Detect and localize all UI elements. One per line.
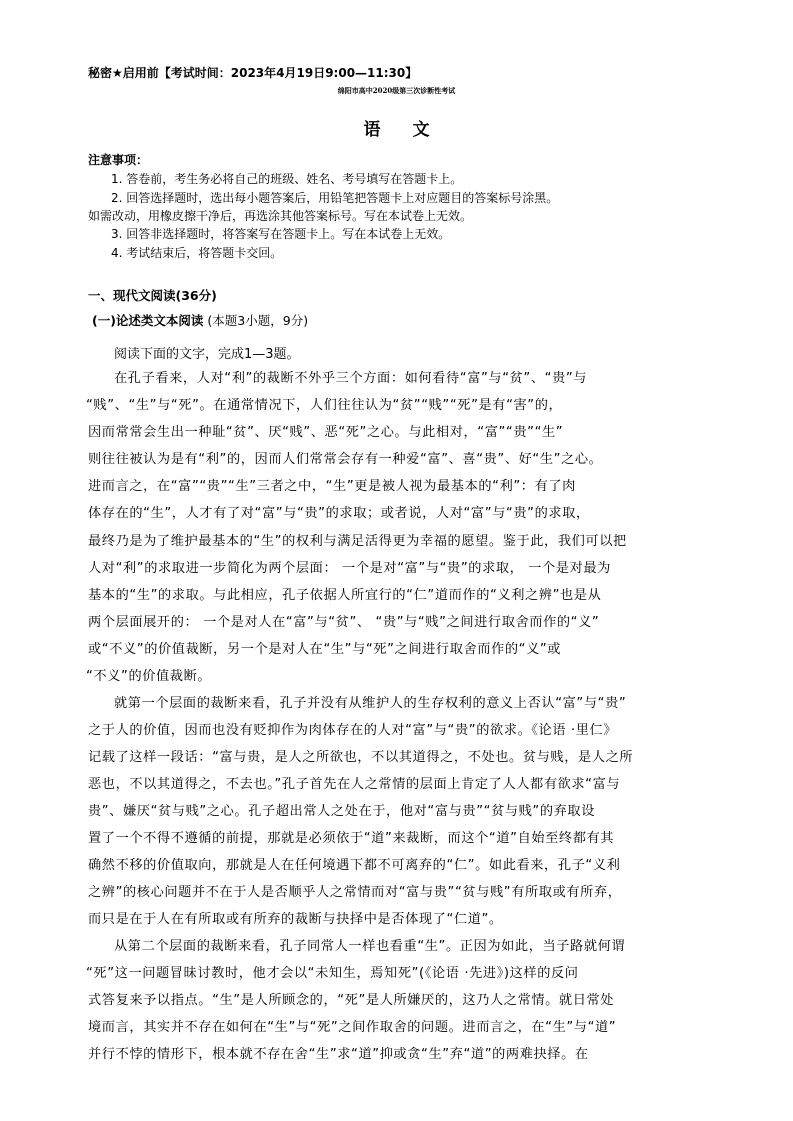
body-line: 在孔子看来，人对“利”的裁断不外乎三个方面：如何看待“富”与“贫”、“贵”与 <box>114 371 588 386</box>
body-line: 基本的“生”的求取。与此相应，孔子依据人所宜行的“仁”道而作的“义利之辨”也是从 <box>88 588 602 603</box>
notice-line-2: 2. 回答选择题时，选出每小题答案后，用铅笔把答题卡上对应题目的答案标号涂黑。 <box>111 191 559 205</box>
exam-title: 绵阳市高中2020级第三次诊断性考试 <box>337 86 456 95</box>
body-line: 人对“利”的求取进一步简化为两个层面： 一个是对“富”与“贵”的求取， 一个是对最为 <box>88 561 611 576</box>
body-line: “不义”的价值裁断。 <box>86 669 212 684</box>
body-line: 之于人的价值，因而也没有贬抑作为肉体存在的人对“富”与“贵”的欲求。《论语 ·里仁》 <box>88 723 618 738</box>
confidential-notice: 秘密★启用前【考试时间：2023年4月19日9:00—11:30】 <box>88 66 418 80</box>
body-line: 之辨”的核心问题并不在于人是否顺乎人之常情而对“富与贵”“贫与贱”有所取或有所弃， <box>88 885 622 900</box>
subsection-note: (本题3小题，9分) <box>207 313 309 328</box>
body-line: 最终乃是为了维护最基本的“生”的权利与满足活得更为幸福的愿望。鉴于此，我们可以把 <box>88 534 627 549</box>
section-heading: 一、现代文阅读(36分) <box>88 288 217 303</box>
body-line: 就第一个层面的裁断来看，孔子并没有从维护人的生存权利的意义上否认“富”与“贵” <box>114 696 627 711</box>
body-line: 因而常常会生出一种耻“贫”、厌“贱”、恶“死”之心。与此相对，“富”“贵”“生” <box>88 425 564 440</box>
body-line: 置了一个不得不遵循的前提，那就是必须依于“道”来裁断，而这个“道”自始至终都有其 <box>88 831 615 846</box>
body-line: 从第二个层面的裁断来看，孔子同常人一样也看重“生”。正因为如此，当子路就何谓 <box>114 939 626 954</box>
notice-line-5: 4. 考试结束后，将答题卡交回。 <box>111 246 283 260</box>
body-line: 恶也，不以其道得之，不去也。”孔子首先在人之常情的层面上肯定了人人都有欲求“富与 <box>88 777 621 792</box>
notice-line-4: 3. 回答非选择题时，将答案写在答题卡上。写在本试卷上无效。 <box>111 227 451 241</box>
body-line: 体存在的“生”，人才有了对“富”与“贵”的求取；或者说，人对“富”与“贵”的求取， <box>88 506 590 521</box>
body-line: “死”这一问题冒昧讨教时，他才会以“未知生，焉知死”(《论语 ·先进》)这样的反问 <box>86 966 579 981</box>
body-line: 并行不悖的情形下，根本就不存在舍“生”求“道”抑或贪“生”弃“道”的两难抉择。在 <box>88 1047 589 1062</box>
body-line: 则往往被认为是有“利”的，因而人们常常会存有一种爱“富”、喜“贵”、好“生”之心。 <box>88 452 603 467</box>
body-line: 贵”、嫌厌“贫与贱”之心。孔子超出常人之处在于，他对“富与贵”“贫与贱”的弃取设 <box>88 804 596 819</box>
subject-title: 语文 <box>363 120 462 140</box>
body-line: 记载了这样一段话：“富与贵，是人之所欲也，不以其道得之，不处也。贫与贱，是人之所 <box>88 750 634 765</box>
subsection-heading <box>92 311 308 329</box>
subsection-title: (一)论述类文本阅读 <box>92 313 204 328</box>
body-line: 两个层面展开的： 一个是对人在“富”与“贫”、 “贵”与“贱”之间进行取舍而作的“义” <box>88 615 600 630</box>
body-line: 境而言，其实并不存在如何在“生”与“死”之间作取舍的问题。进而言之，在“生”与“道” <box>88 1020 617 1035</box>
body-line: “贱”、“生”与“死”。在通常情况下，人们往往认为“贫”“贱”“死”是有“害”的， <box>86 398 563 413</box>
notice-line-1: 1. 答卷前，考生务必将自己的班级、姓名、考号填写在答题卡上。 <box>111 172 463 186</box>
body-line: 或“不义”的价值裁断，另一个是对人在“生”与“死”之间进行取舍而作的“义”或 <box>88 642 562 657</box>
body-line: 而只是在于人在有所取或有所弃的裁断与抉择中是否体现了“仁道”。 <box>88 912 503 927</box>
body-line: 式答复来予以指点。“生”是人所顾念的，“死”是人所嫌厌的，这乃人之常情。就日常处 <box>88 993 615 1008</box>
notice-line-3: 如需改动，用橡皮擦干净后，再选涂其他答案标号。写在本试卷上无效。 <box>88 209 473 223</box>
body-line: 确然不移的价值取向，那就是人在任何境遇下都不可离弃的“仁”。如此看来，孔子“义利 <box>88 858 621 873</box>
body-line: 进而言之，在“富”“贵”“生”三者之中，“生”更是被人视为最基本的“利”：有了肉 <box>88 479 576 494</box>
reading-instruction: 阅读下面的文字，完成1—3题。 <box>114 347 300 362</box>
notice-heading: 注意事项： <box>88 153 149 167</box>
